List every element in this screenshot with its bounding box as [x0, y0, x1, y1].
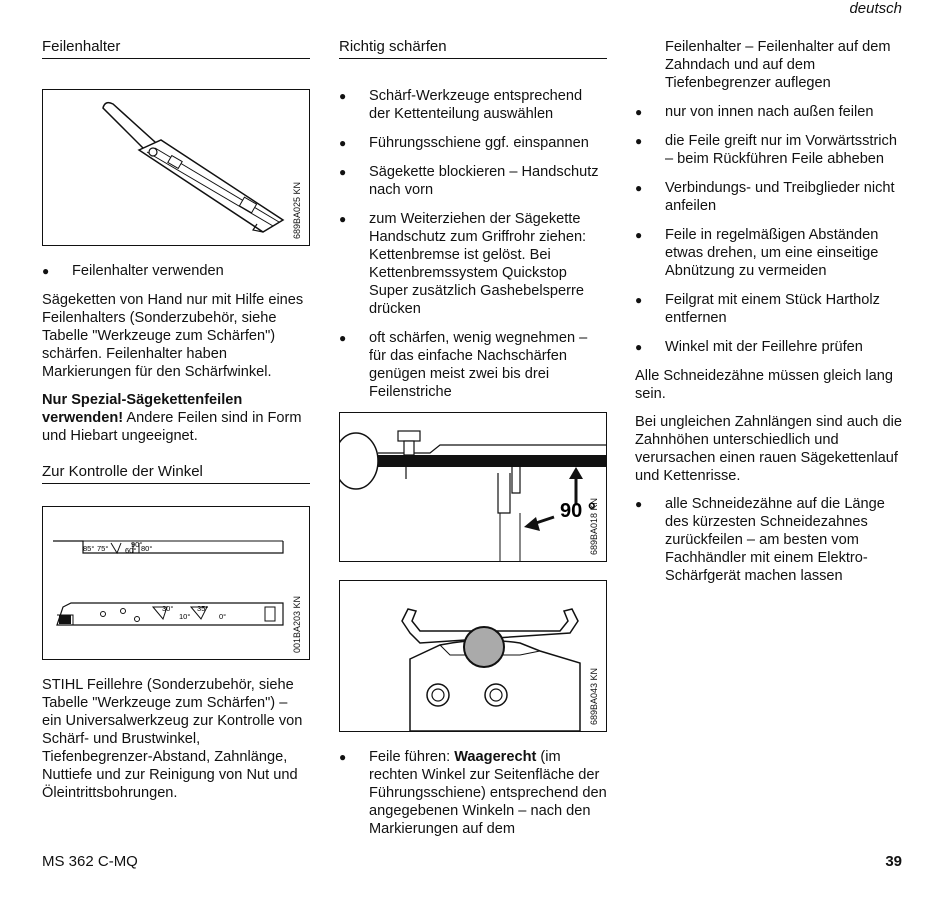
gauge-label-75: 75° [97, 544, 109, 553]
angle-label: 90 ° [560, 500, 596, 522]
figure-angle-90 [339, 412, 607, 562]
gauge-label-0: 0° [219, 612, 227, 621]
paragraph-feillehre: STIHL Feillehre (Sonderzubehör, siehe Tabelle "Werkzeuge zum Schärfen") – ein Universalwerkzeug zur Kontrolle von Schärf- und Brustwinkel, Tiefenbegrenzer-Abstand, Zahnlänge, Nuttiefe und zur Reinigung von Nut und Öleintrittsbohrungen. [42, 677, 303, 801]
figure-file-holder [42, 89, 310, 246]
warning-bold: Nur Spezial-Sägekettenfeilen verwenden! [42, 392, 243, 426]
warning-rest: Andere Feilen sind in Form und Hiebart ungeeignet. [42, 410, 302, 444]
figure-file-gauge [42, 506, 310, 660]
column-left [42, 38, 310, 812]
bullet-post: (im rechten Winkel zur Seitenfläche der Führungsschiene) entsprechend den angegebenen Winkeln – nach den Markierungen auf dem [369, 749, 607, 837]
heading-feilenhalter: Feilenhalter [42, 38, 310, 59]
gauge-label-80: 80° [141, 544, 153, 553]
gauge-label-35: 35° [197, 604, 209, 613]
column-right [635, 38, 903, 596]
bullet-pre: Feile führen: [369, 749, 455, 765]
heading-richtig-schaerfen: Richtig schärfen [339, 38, 607, 59]
bullet-item: ● Feile in regelmäßigen Abständen etwas drehen, um eine einseitige Abnützung zu vermeiden [635, 226, 903, 280]
bullet-item: ● Winkel mit der Feillehre prüfen [635, 338, 903, 356]
bullet-bold: Waagerecht [454, 749, 537, 765]
file-guide-illustration [340, 581, 606, 731]
figure-code: 689BA018 KN [589, 497, 599, 555]
gauge-label-30: 30° [162, 604, 174, 613]
angle-90-illustration [340, 413, 606, 561]
gauge-label-10: 10° [179, 612, 191, 621]
continuation-text: Feilenhalter – Feilenhalter auf dem Zahndach und auf dem Tiefenbegrenzer auflegen [665, 39, 891, 91]
bullet-feile-fuehren [339, 748, 607, 838]
figure-code: 689BA043 KN [589, 667, 599, 725]
bullet-item: ● nur von innen nach außen feilen [635, 103, 903, 121]
footer-page-number: 39 [885, 853, 902, 870]
footer-model: MS 362 C-MQ [42, 853, 138, 870]
bullet-feilenhalter-verwenden: ● Feilenhalter verwenden [42, 262, 310, 280]
file-gauge-illustration [43, 507, 309, 659]
paragraph-gleich-lang: Alle Schneidezähne müssen gleich lang sein. [635, 368, 893, 402]
bullet-item: ● Sägekette blockieren – Handschutz nach vorn [339, 163, 607, 199]
figure-file-guide [339, 580, 607, 732]
heading-kontrolle-winkel: Zur Kontrolle der Winkel [42, 463, 310, 484]
bullet-item: ● Schärf-Werkzeuge entsprechend der Kettenteilung auswählen [339, 87, 607, 123]
language-label: deutsch [849, 0, 902, 17]
paragraph-feilenhalter: Sägeketten von Hand nur mit Hilfe eines Feilenhalters (Sonderzubehör, siehe Tabelle "Werkzeuge zum Schärfen") schärfen. Feilenhalter haben Markierungen für den Schärfwinkel. [42, 292, 304, 380]
gauge-label-85: 85° [83, 544, 95, 553]
bullet-item: ● Führungsschiene ggf. einspannen [339, 134, 607, 152]
bullet-item: ● die Feile greift nur im Vorwärtsstrich – beim Rückführen Feile abheben [635, 132, 903, 168]
gauge-label-60: 60° [125, 546, 137, 555]
column-middle [339, 38, 607, 849]
gauge-label-90: 90° [131, 540, 143, 549]
bullet-item: ● zum Weiterziehen der Sägekette Handschutz zum Griffrohr ziehen: Kettenbremse ist gelöst. Bei Kettenbremssystem Quickstop Super zusätzlich Gashebelsperre drücken [339, 210, 607, 318]
figure-code: 001BA203 KN [292, 595, 302, 653]
warning-paragraph [42, 391, 310, 445]
file-holder-illustration [43, 90, 309, 245]
paragraph-ungleiche-laengen: Bei ungleichen Zahnlängen sind auch die Zahnhöhen unterschiedlich und verursachen einen rauen Sägekettenlauf und Kettenrisse. [635, 414, 902, 484]
bullet-zurueckfeilen: ● alle Schneidezähne auf die Länge des kürzesten Schneidezahnes zurückfeilen – am besten vom Fachhändler mit einem Elektro-Schärfgerät machen lassen [635, 495, 903, 585]
bullet-item: ● oft schärfen, wenig wegnehmen – für das einfache Nachschärfen genügen meist zwei bis drei Feilenstriche [339, 329, 607, 401]
figure-code: 689BA025 KN [292, 181, 302, 239]
bullet-item: ● Verbindungs- und Treibglieder nicht anfeilen [635, 179, 903, 215]
bullet-item: ● Feilgrat mit einem Stück Hartholz entfernen [635, 291, 903, 327]
